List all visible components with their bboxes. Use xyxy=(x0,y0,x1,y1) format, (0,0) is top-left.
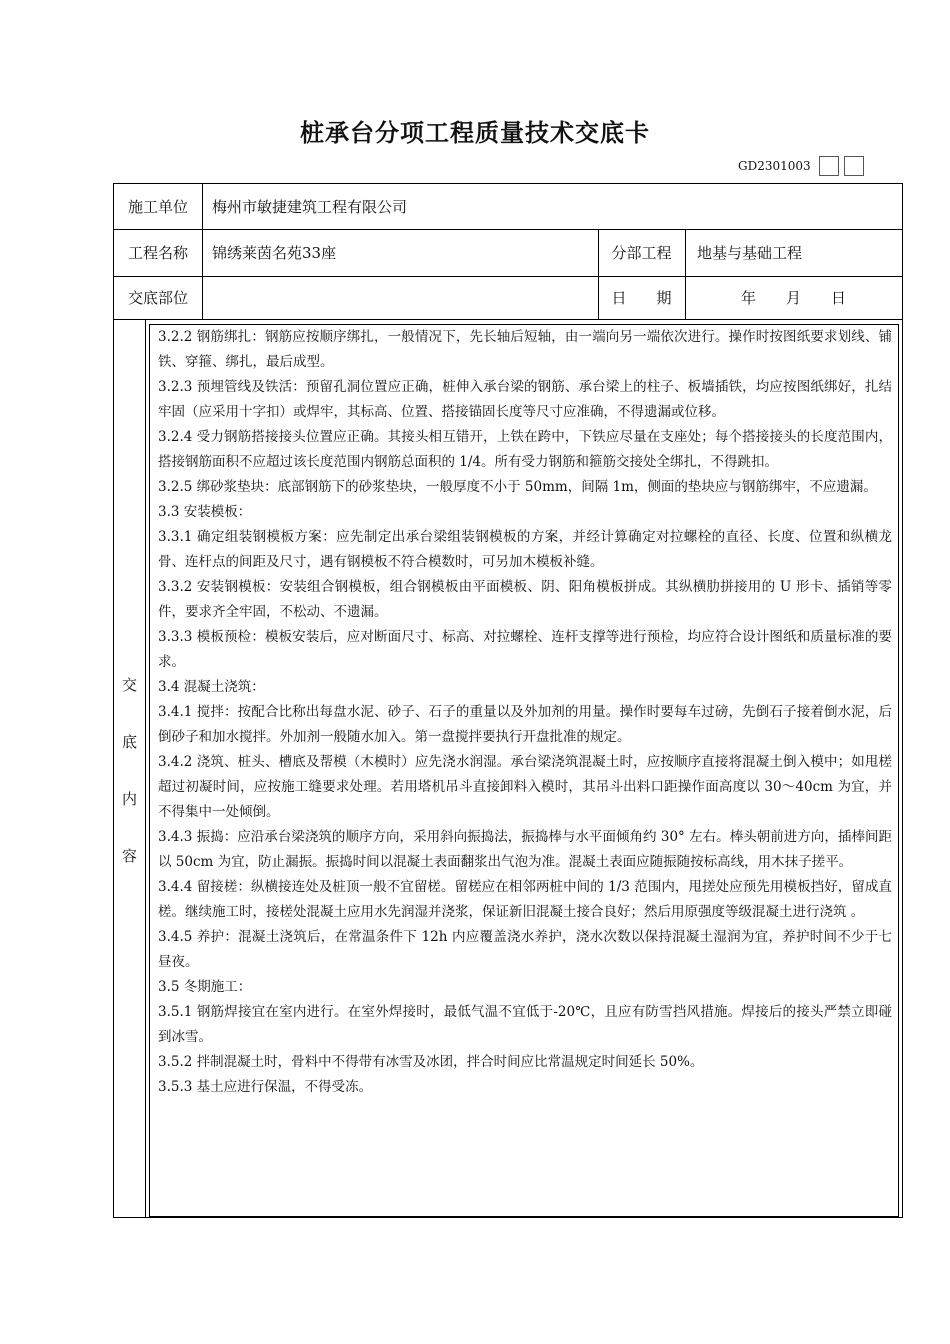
unit-value: 梅州市敏捷建筑工程有限公司 xyxy=(212,198,408,216)
content-side-label xyxy=(114,324,145,1217)
side-char: 交 xyxy=(121,675,137,694)
document-code-row xyxy=(738,155,864,177)
part-label: 交底部位 xyxy=(127,289,188,307)
code-box-2 xyxy=(844,156,864,176)
side-char: 容 xyxy=(121,846,137,865)
paragraph: 3.5.2 拌制混凝土时，骨料中不得带有冰雪及冰团，拌合时间应比常温规定时间延长 50%。 xyxy=(158,1054,704,1070)
paragraph: 3.3 安装模板： xyxy=(158,504,252,520)
paragraph: 3.3.3 模板预检：模板安装后，应对断面尺寸、标高、对拉螺栓、连杆支撑等进行预检，均应符合设计图纸和质量标准的要求。 xyxy=(158,629,892,670)
paragraph: 3.4 混凝土浇筑： xyxy=(158,679,265,695)
paragraph: 3.2.3 预埋管线及铁活：预留孔洞位置应正确，桩伸入承台梁的钢筋、承台梁上的柱子、板墙插铁，均应按图纸绑好，扎结牢固（应采用十字扣）或焊牢，其标高、位置、搭接锚固长度等尺寸应准确，不得遗漏或位移。 xyxy=(158,379,892,420)
sub-project-value: 地基与基础工程 xyxy=(697,244,803,262)
date-label: 日 期 xyxy=(611,289,672,307)
project-label: 工程名称 xyxy=(127,244,188,262)
side-char: 底 xyxy=(121,732,137,751)
paragraph: 3.3.2 安装钢模板：安装组合钢模板，组合钢模板由平面模板、阴、阳角模板拼成。其纵横肋拼接用的 U 形卡、插销等零件，要求齐全牢固，不松动、不遗漏。 xyxy=(158,579,892,620)
paragraph: 3.5 冬期施工： xyxy=(158,979,252,995)
unit-label: 施工单位 xyxy=(127,198,188,216)
paragraph: 3.5.1 钢筋焊接宜在室内进行。在室外焊接时，最低气温不宜低于-20℃，且应有防雪挡风措施。焊接后的接头严禁立即碰到冰雪。 xyxy=(158,1004,892,1045)
paragraph: 3.4.2 浇筑、桩头、槽底及帮模（木模时）应先浇水润湿。承台梁浇筑混凝土时，应按顺序直接将混凝土倒入模中；如甩槎超过初凝时间，应按施工缝要求处理。若用塔机吊斗直接卸料入模时，其吊斗出料口距操作面高度以 30～40cm 为宜，并不得集中一处倾倒。 xyxy=(158,754,892,820)
paragraph: 3.4.5 养护：混凝土浇筑后，在常温条件下 12h 内应覆盖浇水养护，浇水次数以保持混凝土湿润为宜，养护时间不少于七昼夜。 xyxy=(158,929,892,970)
paragraph: 3.2.2 钢筋绑扎：钢筋应按顺序绑扎，一般情况下，先长轴后短轴，由一端向另一端依次进行。操作时按图纸要求划线、铺铁、穿箍、绑扎，最后成型。 xyxy=(158,329,892,370)
disclosure-table xyxy=(113,183,903,1218)
part-value xyxy=(212,276,592,319)
document-title: 桩承台分项工程质量技术交底卡 xyxy=(300,119,650,147)
paragraph: 3.3.1 确定组装钢模板方案：应先制定出承台梁组装钢模板的方案，并经计算确定对拉螺栓的直径、长度、位置和纵横龙骨、连杆点的间距及尺寸，遇有钢模板不符合模数时，可另加木模板补缝。 xyxy=(158,529,892,570)
date-value: 年 月 日 xyxy=(740,289,846,307)
paragraph: 3.2.4 受力钢筋搭接接头位置应正确。其接头相互错开，上铁在跨中，下铁应尽量在支座处；每个搭接接头的长度范围内，搭接钢筋面积不应超过该长度范围内钢筋总面积的 1/4。所有受力钢筋和箍筋交接处全绑扎，不得跳扣。 xyxy=(158,429,892,470)
paragraph: 3.4.3 振捣：应沿承台梁浇筑的顺序方向，采用斜向振捣法，振捣棒与水平面倾角约 30° 左右。棒头朝前进方向，插棒间距以 50cm 为宜，防止漏振。振捣时间以混凝土表面翻浆出气泡为准。混凝土表面应随振随按标高线，用木抹子搓平。 xyxy=(158,829,892,870)
project-value: 锦绣莱茵名苑33座 xyxy=(212,244,337,262)
side-char: 内 xyxy=(121,789,137,808)
col-divider xyxy=(202,184,203,319)
col-divider xyxy=(145,319,146,1217)
code-box-1 xyxy=(819,156,839,176)
paragraph: 3.4.1 搅拌：按配合比称出每盘水泥、砂子、石子的重量以及外加剂的用量。操作时要每车过磅，先倒石子接着倒水泥，后倒砂子和加水搅拌。外加剂一般随水加入。第一盘搅拌要执行开盘批准的规定。 xyxy=(158,704,892,745)
paragraph: 3.5.3 基土应进行保温，不得受冻。 xyxy=(158,1079,373,1095)
sub-project-label: 分部工程 xyxy=(611,244,672,262)
row-divider xyxy=(114,319,902,320)
paragraph: 3.4.4 留接槎：纵横接连处及桩顶一般不宜留槎。留槎应在相邻两桩中间的 1/3 范围内，甩搓处应预先用模板挡好，留成直槎。继续施工时，接槎处混凝土应用水先润湿并浇浆，保证新旧混凝土接合良好；然后用原强度等级混凝土进行浇筑 。 xyxy=(158,879,892,920)
document-code: GD2301003 xyxy=(738,159,811,173)
paragraph: 3.2.5 绑砂浆垫块：底部钢筋下的砂浆垫块，一般厚度不小于 50mm，间隔 1m，侧面的垫块应与钢筋绑牢，不应遗漏。 xyxy=(158,479,877,495)
disclosure-content xyxy=(149,324,899,1217)
